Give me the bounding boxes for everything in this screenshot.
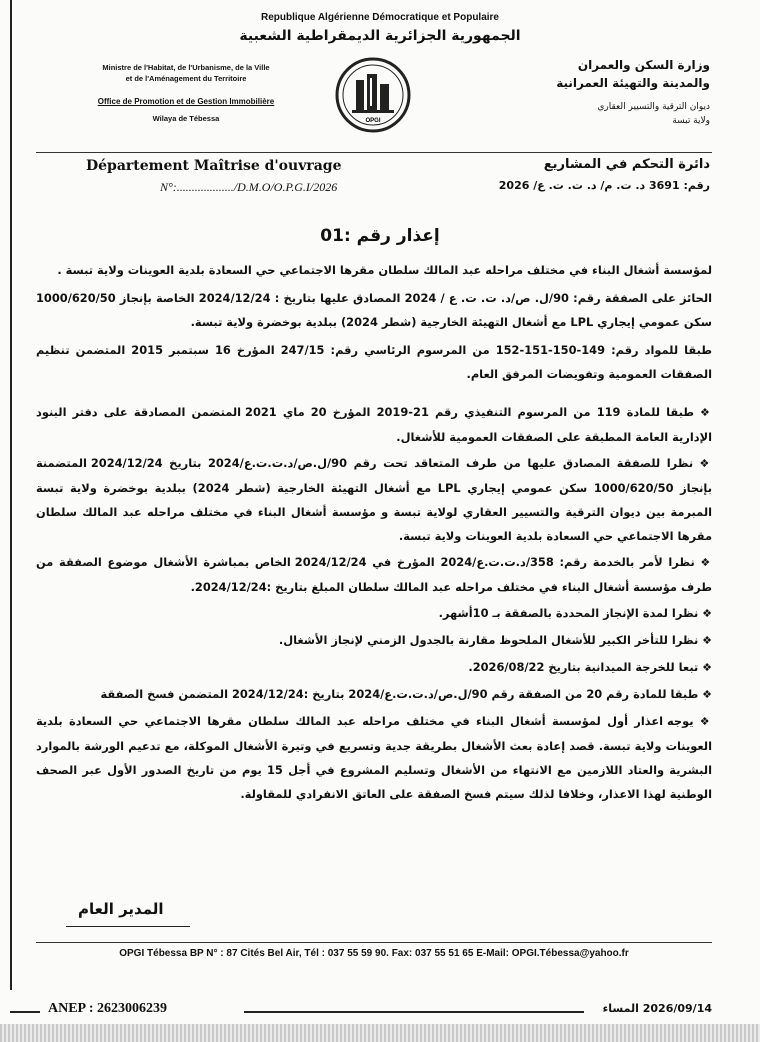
list-item: ❖ طبقا للمادة 119 من المرسوم التنفيذي رقم 21-2019 المؤرخ 20 ماي 2021 المتضمن المصادقة على دفتر البنود الإدارية العامة المطبقة على الصفقات العمومية للأشغال.: [36, 400, 712, 449]
reference-ar: رقم: 3691 د. ت. م/ د. ت. ت. ع/ 2026: [498, 179, 710, 192]
logo-text: OPGI: [365, 118, 381, 124]
publication-date: 2026/09/14 المساء: [602, 1002, 712, 1015]
signature-title: المدير العام: [78, 900, 164, 918]
list-item: ❖ نظرا للتأخر الكبير للأشغال الملحوظ مقارنة بالجدول الزمني لإنجاز الأشغال.: [36, 628, 712, 653]
list-item: ❖ نظرا لأمر بالخدمة رقم: 358/د.ت.ت.ع/2024 المؤرخ في 2024/12/24 الخاص بمباشرة الأشغال موضوع الصفقة من طرف مؤسسة أشغال البناء في مختلف مراحله عبد المالك سلطان المبلغ بتاريخ :2024/12/24.: [36, 550, 712, 599]
signature-underline: [66, 926, 190, 927]
ministry-fr-line2: et de l'Aménagement du Territoire: [125, 74, 247, 83]
list-item: ❖ تبعا للخرجة الميدانية بتاريخ 2026/08/22.: [36, 655, 712, 680]
header-divider: [36, 152, 712, 153]
office-fr: Office de Promotion et de Gestion Immobilière: [97, 97, 275, 106]
scan-edge-strip: [0, 1024, 760, 1042]
anep-number: ANEP : 2623006239: [48, 1001, 167, 1016]
ministry-ar-line2: والمدينة والتهيئة العمرانية: [556, 76, 710, 90]
addressee-paragraph: لمؤسسة أشغال البناء في مختلف مراحله عبد المالك سلطان مقرها الاجتماعي حي السعادة بلدية العوينات ولاية تبسة .: [57, 263, 712, 277]
opgi-logo: [334, 56, 412, 134]
republic-ar: الجمهورية الجزائرية الديمقراطية الشعبية: [239, 28, 521, 44]
list-item: ❖ طبقا للمادة رقم 20 من الصفقة رقم 90/ل.ص/د.ت.ت.ع/2024 بتاريخ :2024/12/24 المتضمن فسخ الصفقة: [36, 682, 712, 707]
office-ar: ديوان الترقية والتسيير العقاري: [597, 102, 710, 112]
list-item: ❖ نظرا للصفقة المصادق عليها من طرف المتعاقد تحت رقم 90/ل.ص/د.ت.ت.ع/2024 بتاريخ 2024/12/24 المتضمنة بإنجاز 1000/620/50 سكن عمومي إيجاري LPL مع أشغال التهيئة الخارجية (شطر 2024) ببلدية بوخضرة ولاية تبسة المبرمة بين ديوان الترقية والتسيير العقاري لولاية تبسة و مؤسسة أشغال البناء في مختلف مراحله عبد المالك سلطان مقرها الاجتماعي حي السعادة بلدية العوينات ولاية تبسة.: [36, 451, 712, 548]
legal-basis-paragraph: طبقا للمواد رقم: 149-150-151-152 من المرسوم الرئاسي رقم: 247/15 المؤرخ 16 سبتمبر 2015 المتضمن تنظيم الصفقات العمومية وتفويضات المرفق العام.: [36, 343, 712, 381]
wilaya-fr: Wilaya de Tébessa: [152, 114, 220, 123]
bottom-rule-left: [10, 1011, 40, 1013]
ministry-ar-line1: وزارة السكن والعمران: [577, 58, 710, 72]
contact-footer: OPGI Tébessa BP N° : 87 Cités Bel Air, Tél : 037 55 59 90. Fax: 037 55 51 65 E-Mail: OPGI.Tébessa@yahoo.fr: [119, 948, 629, 959]
ministry-fr-line1: Ministre de l'Habitat, de l'Urbanisme, de la Ville: [102, 63, 270, 72]
ministry-ar-block: [478, 56, 710, 128]
wilaya-ar: ولاية تبسة: [672, 116, 710, 126]
department-ar: دائرة التحكم في المشاريع: [543, 157, 710, 172]
list-item: ❖ نظرا لمدة الإنجاز المحددة بالصفقة بـ 10أشهر.: [36, 601, 712, 626]
document-body: [36, 258, 712, 808]
department-fr: Département Maîtrise d'ouvrage: [86, 158, 342, 174]
reference-fr: N°:.................../D.M.O/O.P.G.I/2026: [160, 180, 338, 194]
ministry-fr-block: [66, 62, 306, 124]
list-item: ❖ يوجه اعذار أول لمؤسسة أشغال البناء في مختلف مراحله عبد المالك سلطان مقرها الاجتماعي حي السعادة بلدية العوينات ولاية تبسة. قصد إعادة بعث الأشغال بطريقة جدية وتسريع في وتيرة الأشغال الموكلة، مع تدعيم الورشة بالموارد البشرية والعتاد اللازمين مع الانتهاء من الأشغال وتسليم المشروع في أجل 15 يوم من تاريخ الصدور الأول عبر الصحف الوطنية لهذا الاعذار، وخلافا لذلك سيتم فسخ الصفقة على العاتق الانفرادي للمقاولة.: [36, 709, 712, 806]
contract-paragraph: الحائز على الصفقة رقم: 90/ل. ص/د. ت. ت. ع / 2024 المصادق عليها بتاريخ : 2024/12/24 الخاصة بإنجاز 1000/620/50 سكن عمومي إيجاري LPL مع أشغال التهيئة الخارجية (شطر 2024) ببلدية بوخضرة ولاية تبسة.: [36, 291, 713, 329]
republic-fr: Republique Algérienne Démocratique et Populaire: [260, 12, 499, 23]
document-title: إعذار رقم :01: [320, 226, 440, 246]
footer-divider: [36, 942, 712, 943]
